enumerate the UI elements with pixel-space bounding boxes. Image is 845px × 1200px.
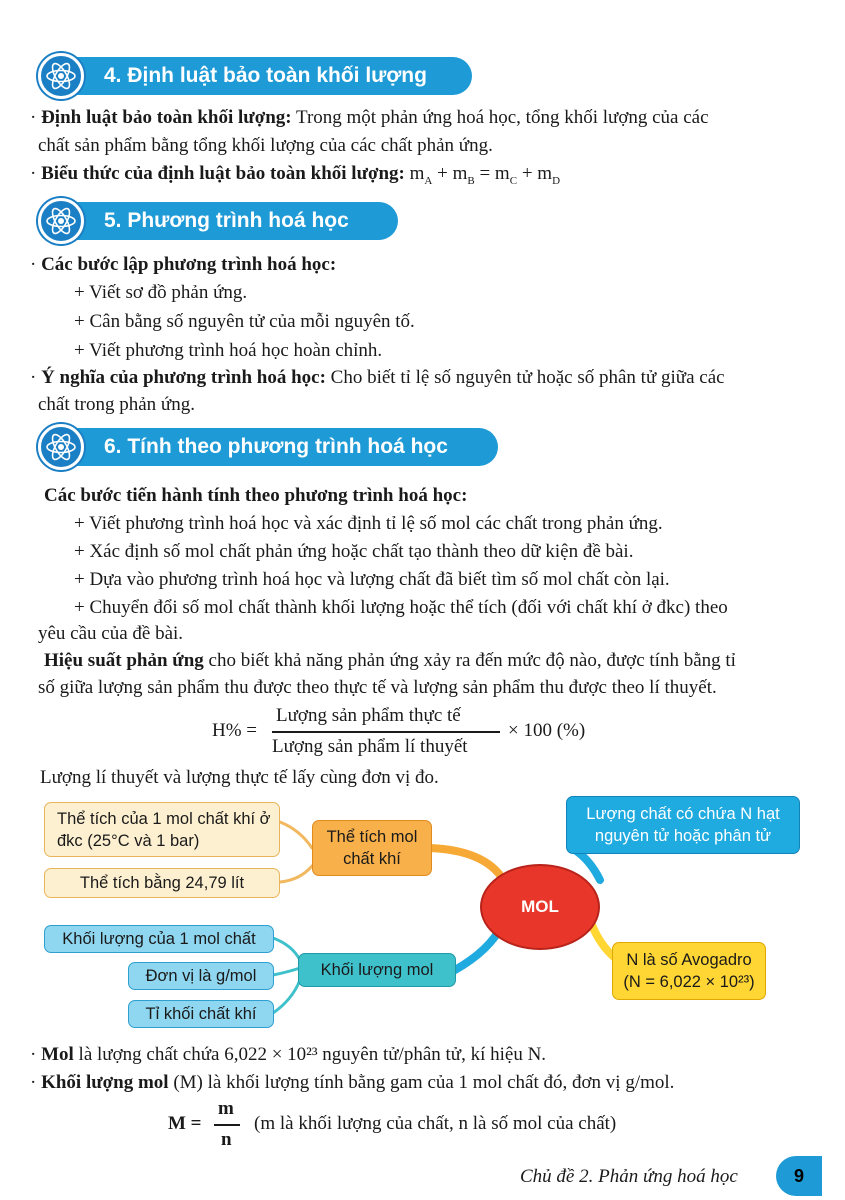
yield-formula-lhs: H% =: [212, 720, 258, 741]
s6-yield-label: Hiệu suất phản ứng: [44, 650, 204, 671]
avo-branch: N là số Avogadro (N = 6,022 × 10²³): [612, 942, 766, 1000]
s5-meaning-line2: chất trong phản ứng.: [38, 394, 195, 415]
molar-text: (M) là khối lượng tính bằng gam của 1 mol chất đó, đơn vị g/mol.: [168, 1072, 675, 1093]
connector-vol-leaf2: [280, 866, 312, 882]
atom-icon: [38, 53, 84, 99]
vol-branch: Thể tích mol chất khí: [312, 820, 432, 876]
vol-leaf1: [44, 802, 280, 857]
footer-topic: Chủ đề 2. Phản ứng hoá học: [520, 1166, 738, 1187]
yield-formula-denominator: Lượng sản phẩm lí thuyết: [272, 736, 468, 757]
atom-icon: [38, 424, 84, 470]
s4-expr: $m_A + m_B = m_C + m_D$: [409, 163, 561, 187]
s6-step3: + Dựa vào phương trình hoá học và lượng chất đã biết tìm số mol chất còn lại.: [74, 569, 670, 590]
page-number: 9: [793, 1165, 804, 1186]
s5-meaning-label: Ý nghĩa của phương trình hoá học:: [41, 367, 326, 388]
atom-icon: [38, 198, 84, 244]
s6-yield-line2: số giữa lượng sản phẩm thu được theo thực tế và lượng sản phẩm thu được theo lí thuyết.: [38, 677, 717, 698]
yield-formula-rhs: × 100 (%): [508, 720, 586, 741]
s4-law-label: Định luật bảo toàn khối lượng:: [41, 107, 292, 128]
s4-expr-label: Biểu thức của định luật bảo toàn khối lượng:: [41, 163, 405, 184]
s6-yield-line1: [44, 647, 736, 675]
s6-step4b: yêu cầu của đề bài.: [38, 623, 184, 644]
molar-formula-note: (m là khối lượng của chất, n là số mol của chất): [254, 1113, 617, 1134]
n-branch: Lượng chất có chứa N hạt nguyên tử hoặc phân tử: [566, 796, 800, 854]
s6-yield-text1: cho biết khả năng phản ứng xảy ra đến mức độ nào, được tính bằng tỉ: [203, 650, 736, 671]
vol-leaf1-text: Thể tích của 1 mol chất khí ở đkc (25°C và 1 bar): [57, 809, 271, 850]
molar-formula-m: m: [218, 1098, 234, 1119]
s5-step3: + Viết phương trình hoá học hoàn chỉnh.: [74, 340, 383, 361]
s6-step1: + Viết phương trình hoá học và xác định tỉ lệ số mol các chất trong phản ứng.: [74, 513, 663, 534]
mol-center-label: MOL: [521, 897, 559, 916]
vol-leaf2: Thể tích bằng 24,79 lít: [44, 868, 280, 898]
connector-mass-leaf3: [273, 980, 300, 1013]
mol-label: Mol: [41, 1044, 74, 1065]
s5-meaning-text1: Cho biết tỉ lệ số nguyên tử hoặc số phân tử giữa các: [325, 367, 725, 388]
s4-law-line2: chất sản phẩm bằng tổng khối lượng của các chất phản ứng.: [38, 135, 493, 156]
molar-formula-n: n: [221, 1129, 232, 1150]
molar-formula-lhs: M =: [168, 1113, 202, 1134]
s6-step4a: + Chuyển đổi số mol chất thành khối lượng hoặc thể tích (đối với chất khí ở đkc) theo: [74, 597, 728, 618]
section-6-title: 6. Tính theo phương trình hoá học: [104, 435, 448, 458]
molar-label: Khối lượng mol: [41, 1072, 169, 1093]
s5-meaning-line1: · Ý nghĩa của phương trình hoá học: Cho biết tỉ lệ số nguyên tử hoặc số phân tử giữa các: [30, 367, 725, 388]
molar-mass-definition: · Khối lượng mol (M) là khối lượng tính bằng gam của 1 mol chất đó, đơn vị g/mol.: [30, 1072, 675, 1093]
s5-step2: + Cân bằng số nguyên tử của mỗi nguyên tố.: [74, 311, 415, 332]
s4-law-text1: Trong một phản ứng hoá học, tổng khối lượng của các: [291, 107, 709, 128]
s4-law-line1: · Định luật bảo toàn khối lượng: Trong một phản ứng hoá học, tổng khối lượng của các: [30, 107, 709, 128]
connector-mass-leaf2: [273, 968, 300, 975]
mol-center: [480, 864, 600, 950]
s4-expr-line: · Biểu thức của định luật bảo toàn khối lượng: $m_A + m_B = m_C + m_D$: [30, 163, 561, 187]
yield-formula-numerator: Lượng sản phẩm thực tế: [276, 705, 461, 726]
mass-branch: Khối lượng mol: [298, 953, 456, 987]
mass-leaf3: Tỉ khối chất khí: [128, 1000, 274, 1028]
connector-mass-leaf1: [273, 938, 300, 960]
s6-steps-label: Các bước tiến hành tính theo phương trình hoá học:: [44, 485, 468, 506]
s6-step2: + Xác định số mol chất phản ứng hoặc chất tạo thành theo dữ kiện đề bài.: [74, 541, 634, 562]
section-4-title: 4. Định luật bảo toàn khối lượng: [104, 64, 427, 87]
mass-leaf2: Đơn vị là g/mol: [128, 962, 274, 990]
unit-note: Lượng lí thuyết và lượng thực tế lấy cùng đơn vị đo.: [40, 767, 439, 788]
section-5-title: 5. Phương trình hoá học: [104, 209, 349, 232]
page-number-badge: [776, 1156, 822, 1196]
connector-vol-mol: [430, 848, 500, 875]
s5-steps-label-line: · Các bước lập phương trình hoá học:: [30, 254, 337, 275]
mol-text: là lượng chất chứa 6,022 × 10²³ nguyên tử/phân tử, kí hiệu N.: [73, 1044, 547, 1065]
mol-definition: · Mol là lượng chất chứa 6,022 × 10²³ nguyên tử/phân tử, kí hiệu N.: [30, 1044, 547, 1065]
mass-leaf1: Khối lượng của 1 mol chất: [44, 925, 274, 953]
s5-step1: + Viết sơ đồ phản ứng.: [74, 282, 248, 303]
connector-vol-leaf1: [280, 822, 312, 848]
s5-steps-label: Các bước lập phương trình hoá học:: [41, 254, 337, 275]
